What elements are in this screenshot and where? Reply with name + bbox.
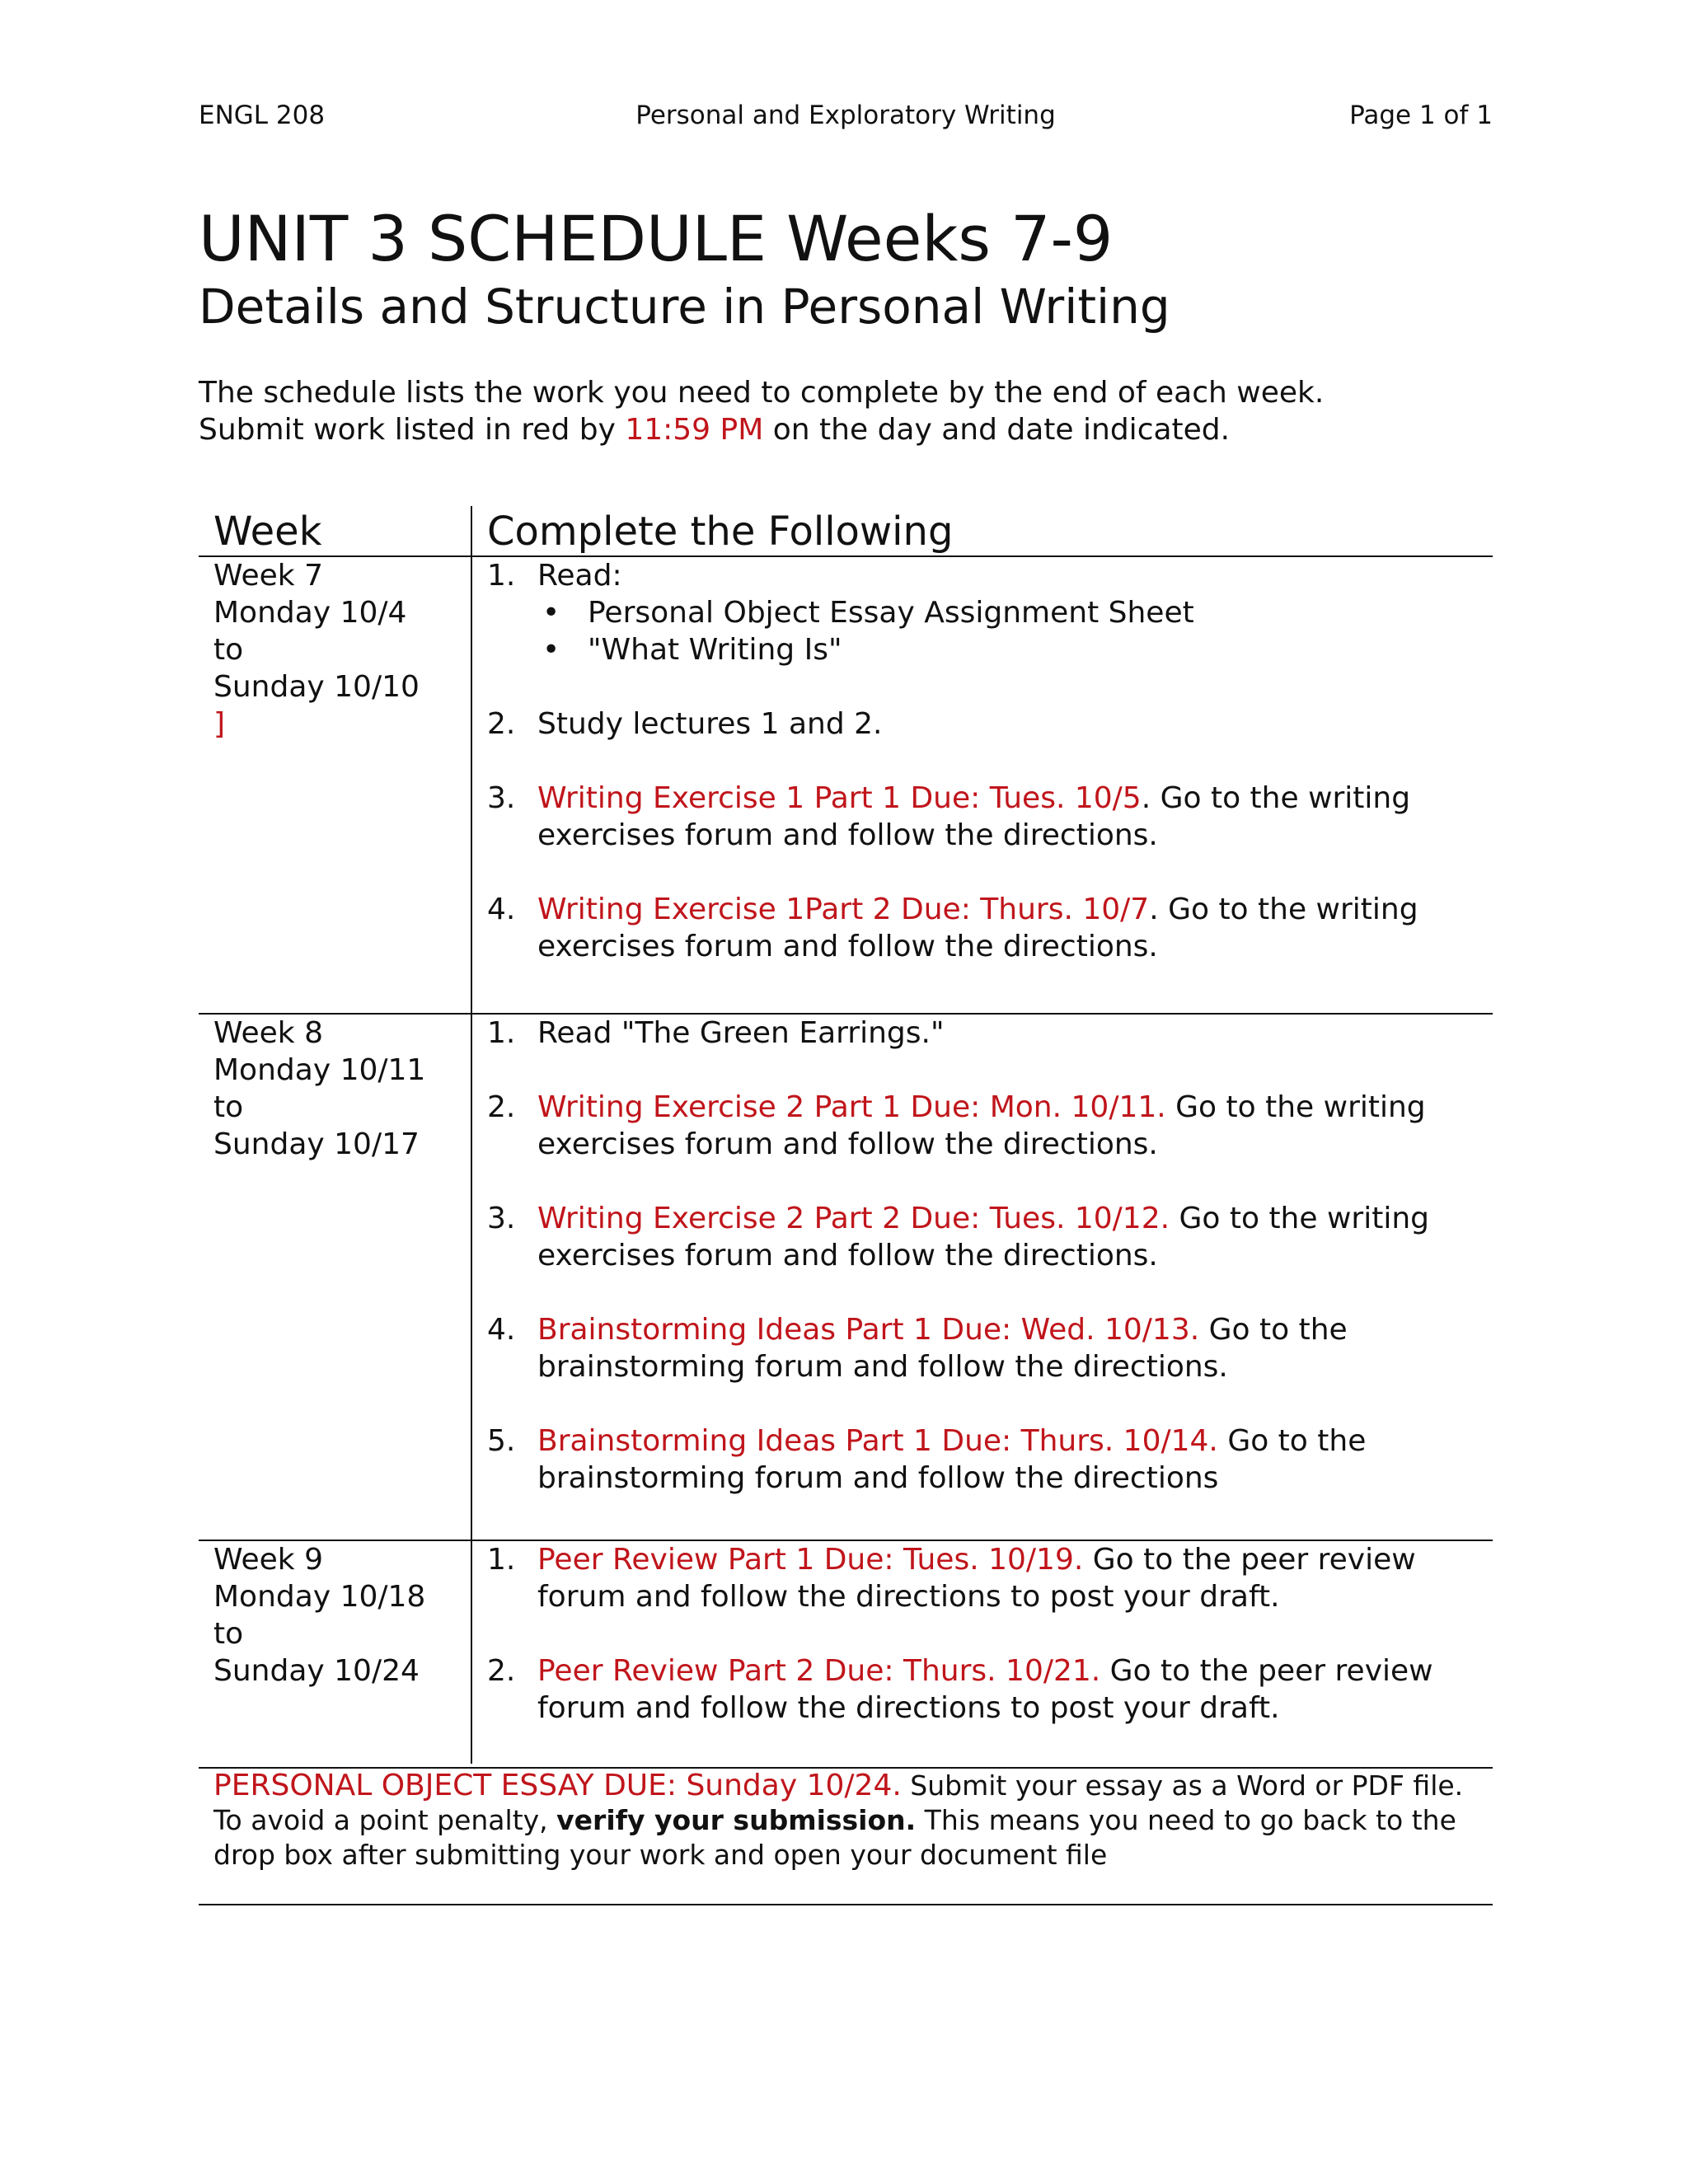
- task-instructions: Go to the peer review forum and follow the directions to post your draft.: [537, 1654, 1433, 1725]
- week-row-9: [199, 1541, 1493, 1769]
- week-start: Monday 10/11: [213, 1053, 426, 1087]
- task-number: 3.: [487, 1202, 516, 1235]
- task-instructions: Go to the writing exercises forum and follow the directions.: [537, 1202, 1429, 1272]
- intro-line-2-start: Submit work listed in red by: [199, 413, 626, 447]
- task-text: [537, 1541, 1489, 1615]
- course-code: ENGL 208: [199, 101, 326, 130]
- task-item: [487, 1311, 1489, 1385]
- due-item: Peer Review Part 2 Due: Thurs. 10/21.: [537, 1654, 1101, 1688]
- task-item: [487, 1422, 1489, 1497]
- due-item: Writing Exercise 2 Part 1 Due: Mon. 10/11.: [537, 1090, 1166, 1124]
- task-instructions: Go to the writing exercises forum and follow the directions.: [537, 1090, 1426, 1161]
- task-number: 4.: [487, 1313, 516, 1347]
- task-instructions: Go to the brainstorming forum and follow the directions: [537, 1424, 1367, 1495]
- list-item: [537, 594, 1489, 631]
- due-item: Writing Exercise 1 Part 1 Due: Tues. 10/5: [537, 781, 1142, 815]
- intro-text: [199, 374, 1324, 448]
- essay-due-instructions-2: This means you need to go back to the drop box after submitting your work and open your document file: [213, 1804, 1456, 1871]
- task-number: 1.: [487, 1543, 516, 1577]
- intro-line-1: The schedule lists the work you need to complete by the end of each week.: [199, 376, 1325, 410]
- due-item: Peer Review Part 1 Due: Tues. 10/19.: [537, 1543, 1084, 1577]
- intro-line-2-end: on the day and date indicated.: [763, 413, 1231, 447]
- course-title: Personal and Exploratory Writing: [635, 101, 1056, 130]
- reading-title: "What Writing Is": [588, 633, 842, 667]
- task-number: 1.: [487, 1016, 516, 1050]
- task-number: 1.: [487, 559, 516, 593]
- week-row-7: [199, 557, 1493, 1015]
- essay-due-text: [213, 1769, 1478, 1872]
- task-text: [537, 1422, 1489, 1497]
- week-start: Monday 10/4: [213, 596, 407, 630]
- list-item: [537, 631, 1489, 668]
- due-item: Brainstorming Ideas Part 1 Due: Thurs. 10/14.: [537, 1424, 1218, 1458]
- task-text: Study lectures 1 and 2.: [537, 707, 883, 741]
- week-end: Sunday 10/24: [213, 1654, 420, 1688]
- task-number: 5.: [487, 1424, 516, 1458]
- bullet-icon: •: [542, 596, 560, 630]
- essay-due-deadline: PERSONAL OBJECT ESSAY DUE: Sunday 10/24.: [213, 1769, 902, 1802]
- task-item: [487, 705, 1489, 743]
- deadline-time: 11:59 PM: [625, 413, 764, 447]
- task-text: Read "The Green Earrings.": [537, 1016, 945, 1050]
- stray-bracket: ]: [213, 707, 226, 741]
- week-cell: [213, 1015, 461, 1163]
- task-item: [487, 557, 1489, 668]
- week-cell: [213, 1541, 461, 1690]
- task-instructions: Go to the peer review forum and follow the directions to post your draft.: [537, 1543, 1416, 1614]
- due-item: Brainstorming Ideas Part 1 Due: Wed. 10/13.: [537, 1313, 1200, 1347]
- week-to: to: [213, 633, 244, 667]
- column-divider: [471, 506, 472, 1764]
- column-header-complete: Complete the Following: [487, 509, 954, 555]
- task-number: 4.: [487, 893, 516, 926]
- bullet-icon: •: [542, 633, 560, 667]
- intro-line-2: [199, 411, 1324, 448]
- reading-title: Personal Object Essay Assignment Sheet: [588, 596, 1194, 630]
- week-label: Week 8: [213, 1016, 323, 1050]
- verify-submission-text: verify your submission.: [556, 1804, 917, 1836]
- task-item: [487, 1541, 1489, 1615]
- task-text: [537, 1311, 1489, 1385]
- task-item: [487, 780, 1489, 854]
- schedule-table: [199, 506, 1493, 1905]
- task-text: [537, 780, 1489, 854]
- week-label: Week 9: [213, 1543, 323, 1577]
- tasks-cell: [487, 1015, 1489, 1497]
- essay-due-row: [199, 1769, 1493, 1905]
- task-number: 3.: [487, 781, 516, 815]
- page-title: UNIT 3 SCHEDULE Weeks 7-9: [199, 202, 1114, 275]
- week-end: Sunday 10/17: [213, 1127, 420, 1161]
- due-item: Writing Exercise 1Part 2 Due: Thurs. 10/7: [537, 893, 1150, 926]
- task-item: [487, 1089, 1489, 1163]
- table-header-row: [199, 506, 1493, 557]
- due-item: Writing Exercise 2 Part 2 Due: Tues. 10/12.: [537, 1202, 1170, 1235]
- task-number: 2.: [487, 707, 516, 741]
- task-item: [487, 1200, 1489, 1274]
- column-header-week: Week: [213, 509, 322, 555]
- task-number: 2.: [487, 1654, 516, 1688]
- week-start: Monday 10/18: [213, 1580, 426, 1614]
- week-to: to: [213, 1617, 244, 1651]
- task-text: [537, 1652, 1489, 1727]
- week-label: Week 7: [213, 559, 323, 593]
- essay-due-instructions-1: Submit your essay as a Word or PDF file. To avoid a point penalty,: [213, 1769, 1464, 1836]
- reading-list: [537, 594, 1489, 668]
- task-item: [487, 1652, 1489, 1727]
- task-number: 2.: [487, 1090, 516, 1124]
- task-text: [537, 1200, 1489, 1274]
- week-to: to: [213, 1090, 244, 1124]
- page-header: [199, 99, 1493, 132]
- task-text: [537, 891, 1489, 965]
- tasks-cell: [487, 1541, 1489, 1727]
- task-item: [487, 1015, 1489, 1052]
- page-number: Page 1 of 1: [1349, 101, 1493, 130]
- task-instructions: . Go to the writing exercises forum and follow the directions.: [537, 893, 1418, 963]
- week-end: Sunday 10/10: [213, 670, 420, 704]
- task-text: Read:: [537, 559, 622, 593]
- document-page: [199, 0, 1493, 2184]
- week-cell: [213, 557, 461, 743]
- tasks-cell: [487, 557, 1489, 965]
- task-instructions: Go to the brainstorming forum and follow the directions.: [537, 1313, 1348, 1384]
- task-item: [487, 891, 1489, 965]
- task-instructions: . Go to the writing exercises forum and follow the directions.: [537, 781, 1411, 852]
- week-row-8: [199, 1015, 1493, 1541]
- task-text: [537, 1089, 1489, 1163]
- page-subtitle: Details and Structure in Personal Writing: [199, 279, 1170, 335]
